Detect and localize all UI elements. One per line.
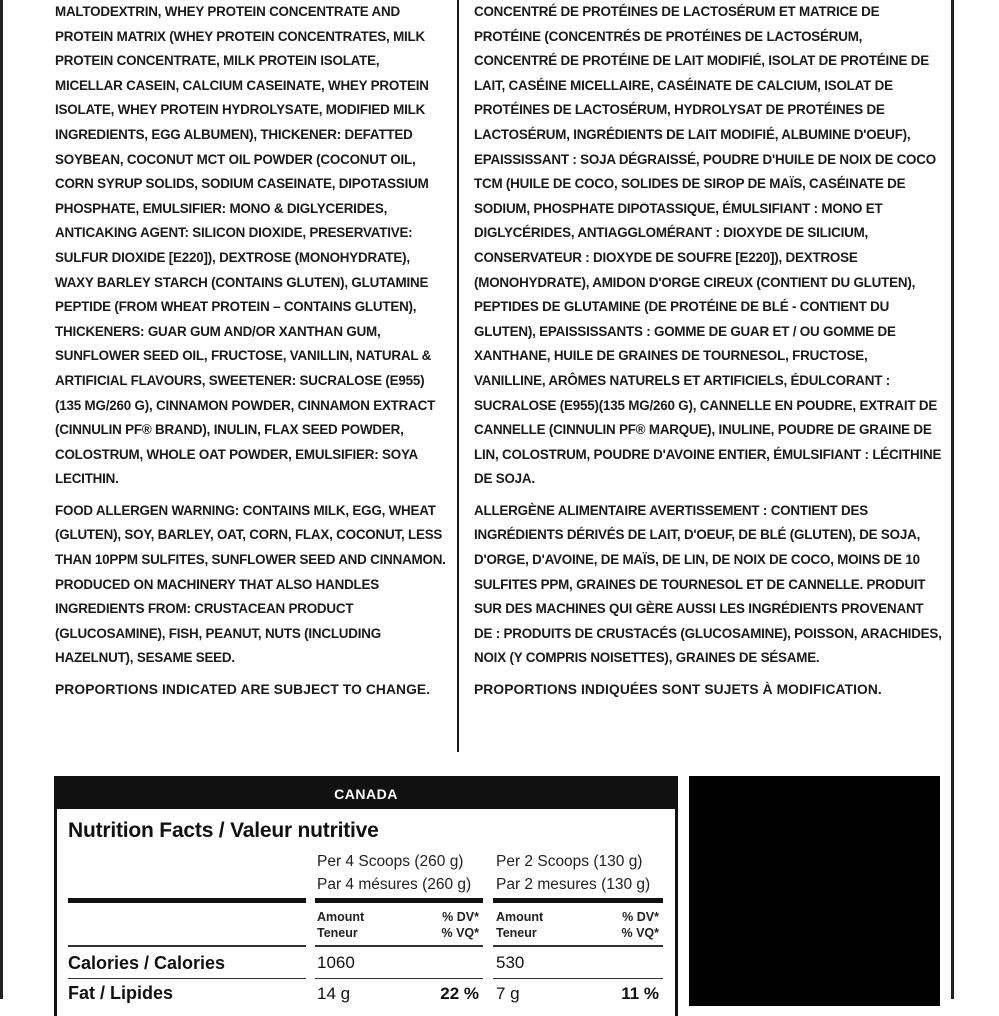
rule-serving-2: [493, 945, 663, 947]
rule-calories-label: [68, 978, 306, 979]
dv-header-1: % DV* % VQ*: [441, 910, 479, 940]
nutrition-facts-panel: [54, 776, 678, 1016]
serving-2-line-1: Per 2 Scoops (130 g): [496, 853, 643, 870]
amount-header-2: Amount Teneur: [496, 910, 544, 940]
left-frame-border: [0, 0, 3, 999]
fat-value-1: 14 g: [317, 984, 351, 1003]
proportions-note-en: PROPORTIONS INDICATED ARE SUBJECT TO CHANGE.: [55, 682, 431, 698]
nutrition-region-header: CANADA: [57, 779, 675, 809]
fat-dv-2: 11 %: [621, 984, 659, 1003]
allergen-text-fr: CONTIENT DES INGRÉDIENTS DÉRIVÉS DE LAIT, D'OEUF, DE BLÉ (GLUTEN), DE SOJA, D'ORGE, D'AVOINE, DE MAÏS, DE LIN, DE NOIX DE COCO, MOINS DE 10 SULFITES PPM, GRAINES DE TOURNESOL ET DE CANNELLE. PRODUIT SUR DES MACHINES QUI GÈRE AUSSI LES INGRÉDIENTS PROVENANT DE : PRODUITS DE CRUSTACÉS (GLUCOSAMINE), POISSON, ARACHIDES, NOIX (Y COMPRIS NOISETTES), GRAINES DE SÉSAME.: [474, 502, 942, 666]
rule-serving-1: [315, 945, 483, 947]
rule-calories-2: [493, 978, 663, 979]
allergen-text-en: CONTAINS MILK, EGG, WHEAT (GLUTEN), SOY, BARLEY, OAT, CORN, FLAX, COCONUT, LESS THAN 10PPM SULFITES, SUNFLOWER SEED AND CINNAMON. PRODUCED ON MACHINERY THAT ALSO HANDLES INGREDIENTS FROM: CRUSTACEAN PRODUCT (GLUCOSAMINE), FISH, PEANUT, NUTS (INCLUDING HAZELNUT), SESAME SEED.: [55, 502, 446, 666]
proportions-note-fr: PROPORTIONS INDIQUÉES SONT SUJETS À MODIFICATION.: [474, 682, 882, 698]
right-frame-border: [951, 0, 954, 999]
ingredients-text-en: MALTODEXTRIN, WHEY PROTEIN CONCENTRATE AND PROTEIN MATRIX (WHEY PROTEIN CONCENTRATES, MILK PROTEIN CONCENTRATE, MILK PROTEIN ISOLATE, MICELLAR CASEIN, CALCIUM CASEINATE, WHEY PROTEIN ISOLATE, WHEY PROTEIN HYDROLYSATE, MODIFIED MILK INGREDIENTS, EGG ALBUMEN), THICKENER: DEFATTED SOYBEAN, COCONUT MCT OIL POWDER (COCONUT OIL, CORN SYRUP SOLIDS, SODIUM CASEINATE, DIPOTASSIUM PHOSPHATE, EMULSIFIER: MONO & DIGLYCERIDES, ANTICAKING AGENT: SILICON DIOXIDE, PRESERVATIVE: SULFUR DIOXIDE [E220]), DEXTROSE (MONOHYDRATE), WAXY BARLEY STARCH (CONTAINS GLUTEN), GLUTAMINE PEPTIDE (FROM WHEAT PROTEIN – CONTAINS GLUTEN), THICKENERS: GUAR GUM AND/OR XANTHAN GUM, SUNFLOWER SEED OIL, FRUCTOSE, VANILLIN, NATURAL & ARTIFICIAL FLAVOURS, SWEETENER: SUCRALOSE (E955)(135 MG/260 G), CINNAMON POWDER, CINNAMON EXTRACT (CINNULIN PF® BRAND), INULIN, FLAX SEED POWDER, COLOSTRUM, WHOLE OAT POWDER, EMULSIFIER: SOYA LECITHIN.: [55, 4, 436, 487]
ingredients-english-column: [55, 0, 447, 703]
calories-value-1: 1060: [317, 953, 355, 972]
thick-rule-serving-1: [315, 898, 483, 903]
nutrition-facts-title: Nutrition Facts / Valeur nutritive: [68, 819, 379, 842]
serving-1-line-1: Per 4 Scoops (260 g): [317, 853, 464, 870]
serving-1-line-2: Par 4 mésures (260 g): [317, 876, 472, 893]
ingredients-french-column: [474, 0, 942, 703]
thick-rule-serving-2: [493, 898, 663, 903]
nutrient-label-calories: Calories / Calories: [68, 953, 226, 973]
rule-label-col: [68, 945, 306, 947]
calories-value-2: 530: [496, 953, 525, 972]
thick-rule-label-col: [68, 898, 306, 903]
amount-header-1: Amount Teneur: [317, 910, 365, 940]
dv-header-2: % DV* % VQ*: [621, 910, 659, 940]
allergen-label-en: FOOD ALLERGEN WARNING:: [55, 502, 240, 518]
fat-dv-1: 22 %: [440, 984, 479, 1003]
fat-value-2: 7 g: [496, 984, 520, 1003]
black-panel: [689, 776, 940, 1006]
allergen-label-fr: ALLERGÈNE ALIMENTAIRE AVERTISSEMENT :: [474, 502, 768, 518]
ingredients-text-fr: CONCENTRÉ DE PROTÉINES DE LACTOSÉRUM ET MATRICE DE PROTÉINE (CONCENTRÉS DE PROTÉINES DE LACTOSÉRUM, CONCENTRÉ DE PROTÉINE DE LAIT MODIFIÉ, ISOLAT DE PROTÉINE DE LAIT, CASÉINE MICELLAIRE, CASÉINATE DE CALCIUM, ISOLAT DE PROTÉINES DE LACTOSÉRUM, HYDROLYSAT DE PROTÉINES DE LACTOSÉRUM, INGRÉDIENTS DE LAIT MODIFIÉ, ALBUMINE D'OEUF), EPAISSISSANT : SOJA DÉGRAISSÉ, POUDRE D'HUILE DE NOIX DE COCO TCM (HUILE DE COCO, SOLIDES DE SIROP DE MAÏS, CASÉINATE DE SODIUM, PHOSPHATE DIPOTASSIQUE, ÉMULSIFIANT : MONO ET DIGLYCÉRIDES, ANTIAGGLOMÉRANT : DIOXYDE DE SILICIUM, CONSERVATEUR : DIOXYDE DE SOUFRE [E220]), DEXTROSE (MONOHYDRATE), AMIDON D'ORGE CIREUX (CONTIENT DU GLUTEN), PEPTIDES DE GLUTAMINE (DE PROTÉINE DE BLÉ - CONTIENT DU GLUTEN), EPAISSISSANTS : GOMME DE GUAR ET / OU GOMME DE XANTHANE, HUILE DE GRAINES DE TOURNESOL, FRUCTOSE, VANILLINE, ARÔMES NATURELS ET ARTIFICIELS, ÉDULCORANT : SUCRALOSE (E955)(135 MG/260 G), CANNELLE EN POUDRE, EXTRAIT DE CANNELLE (CINNULIN PF® MARQUE), INULINE, POUDRE DE GRAINE DE LIN, COLOSTRUM, POUDRE D'AVOINE ENTIER, ÉMULSIFIANT : LÉCITHINE DE SOJA.: [474, 4, 942, 487]
nutrient-label-fat: Fat / Lipides: [68, 983, 174, 1003]
rule-calories-1: [315, 978, 483, 979]
column-divider: [457, 0, 459, 752]
allergen-warning-fr: [474, 499, 942, 671]
serving-2-line-2: Par 2 mesures (130 g): [496, 876, 651, 893]
allergen-warning-en: [55, 499, 447, 671]
